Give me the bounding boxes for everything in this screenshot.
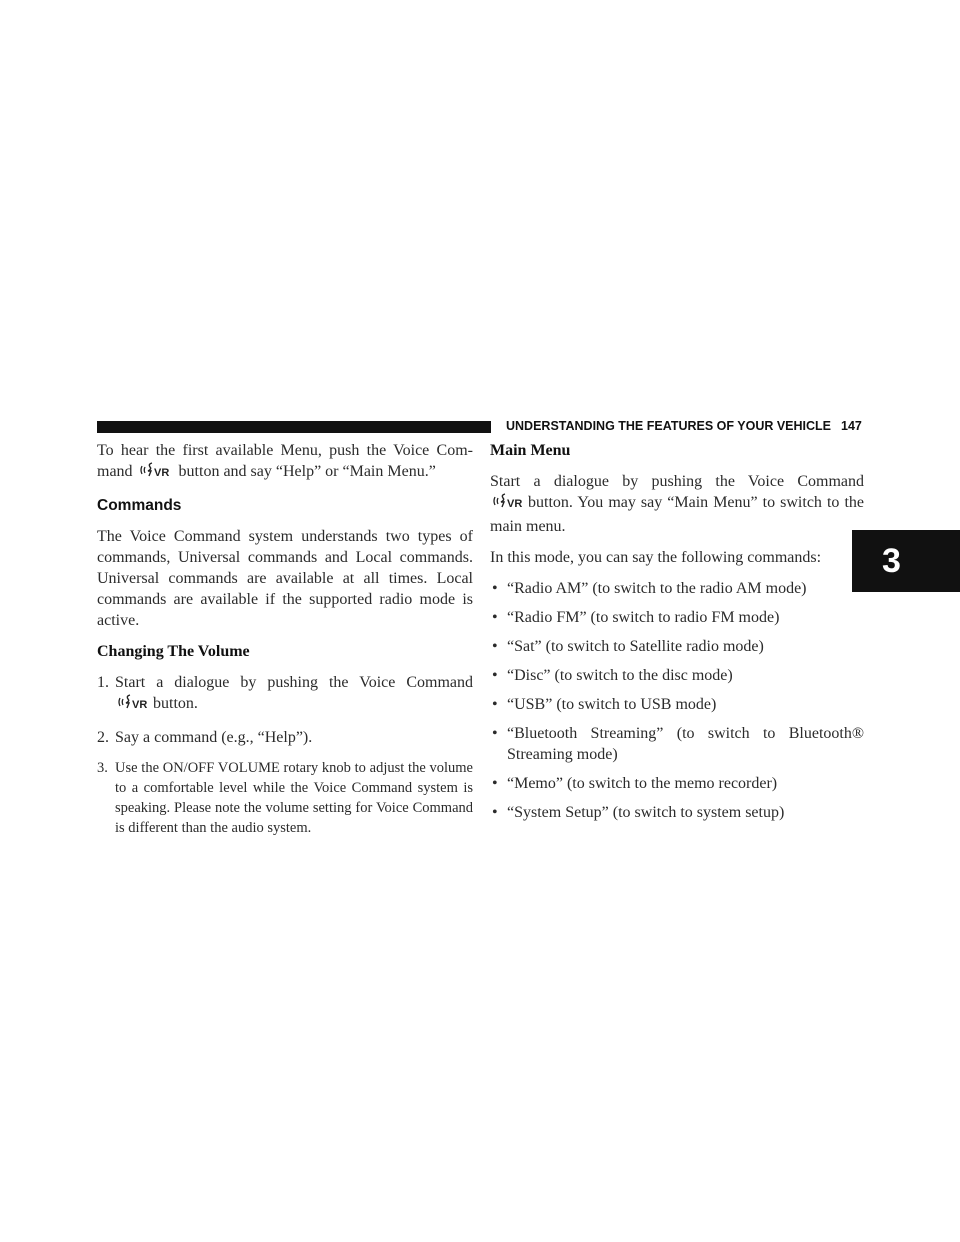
command-item: • “Disc” (to switch to the disc mode) xyxy=(490,665,864,686)
step-text-line-1: Start a dialogue by pushing the Voice Command xyxy=(115,674,473,691)
command-item: • “Radio FM” (to switch to radio FM mode) xyxy=(490,607,864,628)
command-item: • “System Setup” (to switch to system setup) xyxy=(490,802,864,823)
svg-text:VR: VR xyxy=(132,699,148,711)
commands-paragraph: The Voice Command system understands two types of commands, Universal commands and Local commands. Universal commands are available at all times. Local commands are available if the supported radio mode is active. xyxy=(97,528,473,629)
right-column xyxy=(490,440,864,831)
intro-line-1: To hear the first available Menu, push the Voice Com- xyxy=(97,442,473,459)
page-number: 147 xyxy=(841,419,862,433)
header-bar xyxy=(97,421,491,433)
command-item: • “Memo” (to switch to the memo recorder) xyxy=(490,773,864,794)
voice-command-icon xyxy=(117,693,151,717)
volume-heading: Changing The Volume xyxy=(97,643,250,660)
step-item xyxy=(97,672,473,717)
running-header xyxy=(506,419,862,433)
intro-paragraph xyxy=(97,440,473,485)
intro-line-2-end: button and say “Help” or “Main Menu.” xyxy=(178,463,436,480)
dialogue-line-1: Start a dialogue by pushing the Voice Command xyxy=(490,473,864,490)
step-number: 3. xyxy=(97,760,108,776)
step-text-line-2: button. xyxy=(153,695,198,712)
voice-command-icon xyxy=(139,461,173,485)
mode-paragraph: In this mode, you can say the following commands: xyxy=(490,549,822,566)
command-item: • “USB” (to switch to USB mode) xyxy=(490,694,864,715)
step-item xyxy=(97,727,473,748)
commands-heading: Commands xyxy=(97,497,182,514)
command-item: • “Sat” (to switch to Satellite radio mode) xyxy=(490,636,864,657)
command-item: • “Bluetooth Streaming” (to switch to Bluetooth® Streaming mode) xyxy=(490,723,864,765)
voice-command-icon xyxy=(492,492,526,516)
svg-text:VR: VR xyxy=(153,467,169,479)
intro-line-2-start: mand xyxy=(97,463,133,480)
step-text: Use the ON/OFF VOLUME rotary knob to adjust the volume to a comfortable level while the Voice Command system is speaking. Please note the volume setting for Voice Command is different than the audio system. xyxy=(115,760,473,836)
section-title: UNDERSTANDING THE FEATURES OF YOUR VEHICLE xyxy=(506,419,832,433)
volume-steps xyxy=(97,672,473,838)
svg-text:VR: VR xyxy=(507,498,523,510)
step-number: 2. xyxy=(97,729,109,746)
chapter-tab: 3 xyxy=(852,530,960,592)
left-column xyxy=(97,440,473,848)
main-menu-paragraph xyxy=(490,471,864,537)
step-number: 1. xyxy=(97,674,109,691)
command-item: • “Radio AM” (to switch to the radio AM mode) xyxy=(490,578,864,599)
step-item xyxy=(97,758,473,838)
dialogue-line-2: button. You may say “Main Menu” to switch to the main menu. xyxy=(490,494,864,535)
main-menu-heading: Main Menu xyxy=(490,442,571,459)
command-list xyxy=(490,578,864,823)
step-text: Say a command (e.g., “Help”). xyxy=(115,729,313,746)
